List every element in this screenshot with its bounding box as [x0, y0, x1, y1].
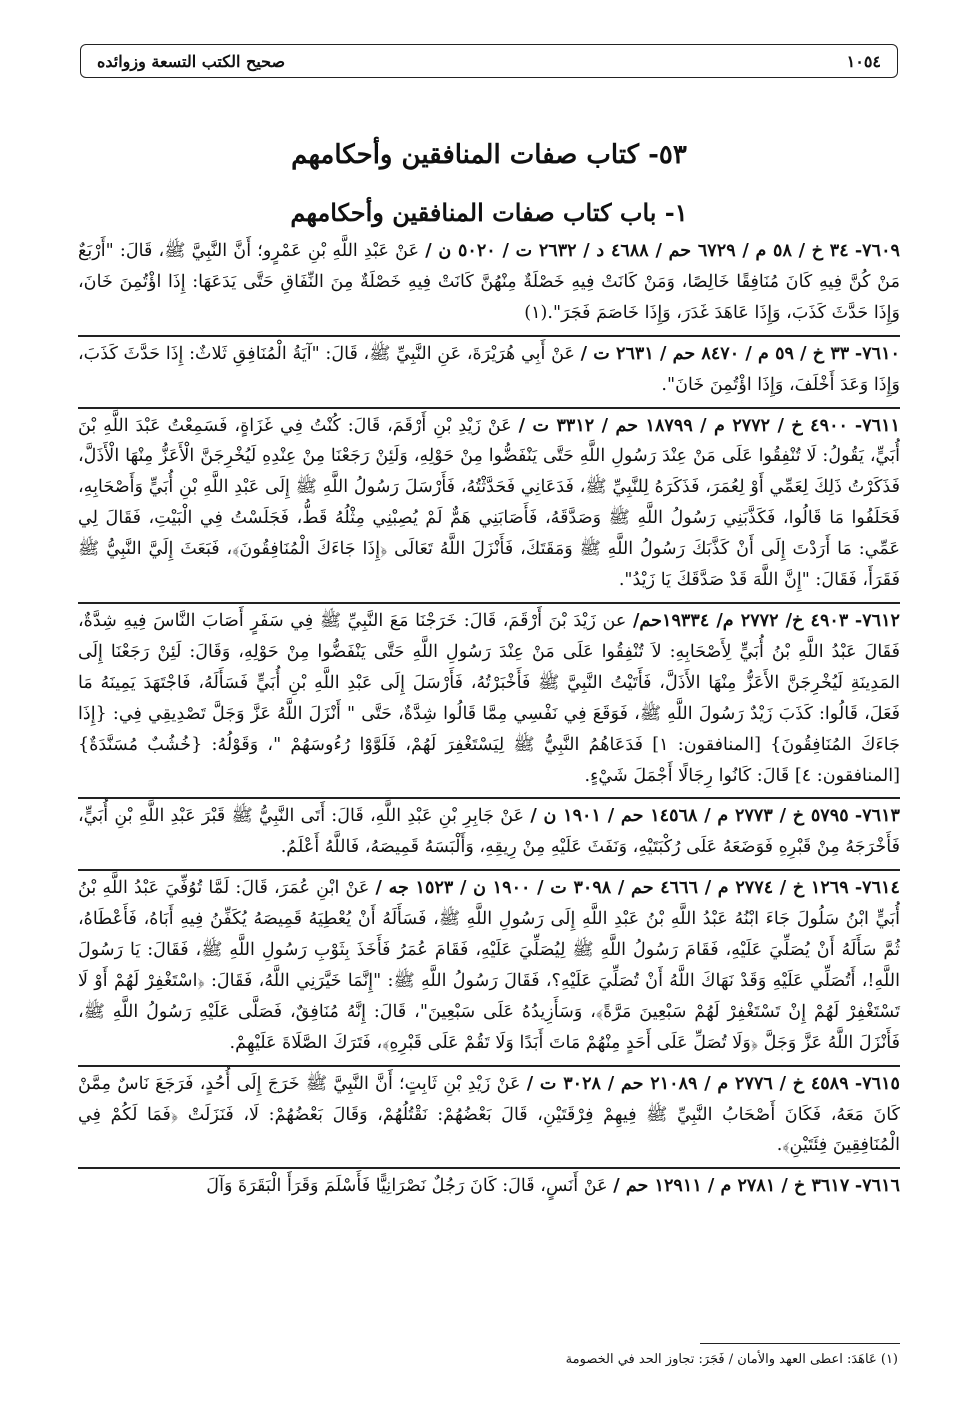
hadith-number: ٧٦١٤- [854, 877, 900, 899]
hadith-sources: ١٢٦٩ خ / ٢٧٧٤ م / ٤٦٦٦ حم / ٣٠٩٨ ت / ١٩٠٠ ن / ١٥٢٣ جه / [375, 877, 849, 899]
hadith-entry [78, 407, 900, 602]
hadith-number: ٧٦٠٩- [854, 240, 900, 261]
hadith-sources: ٤٥٨٩ خ / ٢٧٧٦ م / ٢١٠٨٩ حم / ٣٠٢٨ ت / [526, 1072, 849, 1094]
footnote-divider [700, 1343, 900, 1344]
hadith-list [78, 236, 900, 1208]
footnote: (١) عَاهَدَ: اعطى العهد والأمان / فَجَرَ: تجاوز الحد في الخصومة [565, 1352, 898, 1367]
book-name: صحيح الكتب التسعة وزوائده [97, 51, 286, 71]
hadith-entry [78, 602, 900, 797]
hadith-text: عَنْ جَابِرِ بْنِ عَبْدِ اللَّهِ، قَالَ: أَتَى النَّبِيُّ ﷺ قَبْرَ عَبْدِ اللَّهِ بْنِ أُبَيٍّ، فَأَخْرَجَهُ مِنْ قَبْرِهِ فَوَضَعَهُ عَلَى رُكْبَتَيْهِ، وَنَفَثَ عَلَيْهِ مِنْ رِيقِهِ، وَأَلْبَسَهُ قَمِيصَهُ، فَاللَّهُ أَعْلَمُ. [78, 806, 900, 858]
hadith-sources: ٤٩٠٣ خ/ ٢٧٧٢ م/ ١٩٣٣٤حم/ [633, 609, 849, 631]
hadith-sources: ٥٧٩٥ خ / ٢٧٧٣ م / ١٤٥٦٨ حم / ١٩٠١ ن / [530, 805, 849, 827]
hadith-sources: ٣٤ خ / ٥٨ م / ٦٧٢٩ حم / ٤٦٨٨ د / ٢٦٣٢ ت / ٥٠٢٠ ن / [425, 240, 849, 261]
hadith-text: عَنْ أَبِي هُرَيْرَةَ، عَنِ النَّبِيِّ ﷺ، قَالَ: "آيَةُ الْمُنَافِقِ ثَلاثٌ: إِذَا حَدَّثَ كَذَبَ، وَإِذَا وَعَدَ أَخْلَفَ، وَإِذَا اؤْتُمِنَ خَانَ". [78, 343, 900, 395]
hadith-sources: ٤٩٠٠ خ / ٢٧٧٢ م / ١٨٧٩٩ حم / ٣٣١٢ ت / [518, 414, 848, 436]
hadith-number: ٧٦١٥- [854, 1072, 901, 1094]
hadith-text: عن زَيْدَ بْنَ أَرْقَمَ، قَالَ: خَرَجْنَا مَعَ النَّبِيِّ ﷺ فِي سَفَرٍ أَصَابَ النَّاسَ فِيهِ شِدَّةٌ، فَقَالَ عَبْدُ اللَّهِ بْنُ أُبَيٍّ لِأَصْحَابِهِ: لاَ تُنْفِقُوا عَلَى مَنْ عِنْدَ رَسُولِ اللَّهِ حَتَّى يَنْفَضُّوا مِنْ حَوْلِهِ، وَقَالَ: لَئِنْ رَجَعْنَا إِلَى المَدِينَةِ لَيُخْرِجَنَّ الأَعَزُّ مِنْهَا الأَذَلَّ، فَأَتَيْتُ النَّبِيَّ ﷺ فَأَخْبَرْتُهُ، فَأَرْسَلَ إِلَى عَبْدِ اللَّهِ بْنِ أُبَيٍّ فَسَأَلَهُ، فَاجْتَهَدَ يَمِينَهُ مَا فَعَلَ، قَالُوا: كَذَبَ زَيْدٌ رَسُولَ اللَّهِ ﷺ، فَوَقَعَ فِي نَفْسِي مِمَّا قَالُوا شِدَّةٌ، حَتَّى " أَنْزَلَ اللَّهُ عَزَّ وَجَلَّ تَصْدِيقِي فِي: {إِذَا جَاءَكَ المُنَافِقُونَ} [المنافقون: ١] فَدَعَاهُمُ النَّبِيُّ ﷺ لِيَسْتَغْفِرَ لَهُمْ، فَلَوَّوْا رُءُوسَهُمْ "، وَقَوْلُهُ: {خُشُبٌ مُسَنَّدَةٌ} [المنافقون: ٤] قَالَ: كَانُوا رِجَالًا أَجْمَلَ شَيْءٍ. [78, 610, 900, 786]
hadith-text: عَنْ ابْنِ عُمَرَ، قَالَ: لَمَّا تُوُفِّيَ عَبْدُ اللَّهِ بْنُ أُبَيٍّ ابْنُ سَلُولَ جَاءَ ابْنُهُ عَبْدُ اللَّهِ بْنُ عَبْدِ اللَّهِ إِلَى رَسُولِ اللَّهِ ﷺ، فَسَأَلَهُ أَنْ يُعْطِيَهُ قَمِيصَهُ يُكَفِّنُ فِيهِ أَبَاهُ، فَأَعْطَاهُ، ثُمَّ سَأَلَهُ أَنْ يُصَلِّيَ عَلَيْهِ، فَقَامَ رَسُولُ اللَّهِ ﷺ لِيُصَلِّيَ عَلَيْهِ، فَقَامَ عُمَرُ فَأَخَذَ بِثَوْبِ رَسُولِ اللَّهِ ﷺ، فَقَالَ: يَا رَسُولَ اللَّهِ!، أَتُصَلِّي عَلَيْهِ وَقَدْ نَهَاكَ اللَّهُ أَنْ تُصَلِّيَ عَلَيْهِ؟، فَقَالَ رَسُولُ اللَّهِ ﷺ: "إِنَّمَا خَيَّرَنِي اللَّهُ، فَقَالَ: ﴿اسْتَغْفِرْ لَهُمْ أَوْ لَا تَسْتَغْفِرْ لَهُمْ إِنْ تَسْتَغْفِرْ لَهُمْ سَبْعِينَ مَرَّةً﴾، وَسَأَزِيدُهُ عَلَى سَبْعِينَ"، قَالَ: إِنَّهُ مُنَافِقٌ، فَصَلَّى عَلَيْهِ رَسُولُ اللَّهِ ﷺ، فَأَنْزَلَ اللَّهُ عَزَّ وَجَلَّ ﴿وَلَا تُصَلِّ عَلَى أَحَدٍ مِنْهُمْ مَاتَ أَبَدًا وَلَا تَقُمْ عَلَى قَبْرِهِ﴾، فَتَرَكَ الصَّلَاةَ عَلَيْهِمْ. [78, 878, 900, 1053]
hadith-text: عَنْ عَبْدِ اللَّهِ بْنِ عَمْرٍو؛ أَنَّ النَّبِيَّ ﷺ، قَالَ: "أَرْبَعٌ مَنْ كُنَّ فِيهِ كَانَ مُنَافِقًا خَالِصًا، وَمَنْ كَانَتْ فِيهِ خَصْلَةٌ مِنْهُنَّ كَانَتْ فِيهِ خَصْلَةٌ مِنَ النِّفَاقِ حَتَّى يَدَعَهَا: إِذَا اؤْتُمِنَ خَانَ، وَإِذَا حَدَّثَ كَذَبَ، وَإِذَا عَاهَدَ غَدَرَ، وَإِذَا خَاصَمَ فَجَرَ".(١) [78, 241, 900, 323]
hadith-entry [78, 869, 900, 1064]
hadith-sources: ٣٦١٧ خ / ٢٧٨١ م / ١٢٩١١ حم / [613, 1175, 850, 1197]
hadith-number: ٧٦١٢- [854, 609, 901, 631]
hadith-text: عَنْ أَنَسٍ، قَالَ: كَانَ رَجُلٌ نَصْرَانِيًّا فَأَسْلَمَ وَقَرَأَ الْبَقَرَةَ وَآلَ [206, 1176, 608, 1197]
hadith-number: ٧٦١٣- [854, 805, 901, 827]
hadith-number: ٧٦١٦- [854, 1175, 900, 1197]
hadith-entry [78, 335, 900, 407]
page-number: ١٠٥٤ [846, 51, 881, 71]
hadith-number: ٧٦١٠- [854, 342, 900, 364]
book-title: ٥٣- كتاب صفات المنافقين وأحكامهم [291, 140, 687, 170]
hadith-entry [78, 1065, 900, 1168]
hadith-text: عَنْ زَيْدِ بْنِ أَرْقَمَ، قَالَ: كُنْتُ فِي غَزَاةٍ، فَسَمِعْتُ عَبْدَ اللَّهِ بْنَ أُبَيٍّ، يَقُولُ: لَا تُنْفِقُوا عَلَى مَنْ عِنْدَ رَسُولِ اللَّهِ حَتَّى يَنْفَضُّوا مِنْ حَوْلِهِ، وَلَئِنْ رَجَعْنَا مِنْ عِنْدِهِ لَيُخْرِجَنَّ الْأَعَزُّ مِنْهَا الْأَذَلَّ، فَذَكَرْتُ ذَلِكَ لِعَمِّي أَوْ لِعُمَرَ، فَذَكَرَهُ لِلنَّبِيِّ ﷺ، فَدَعَانِي فَحَدَّثْتُهُ، فَأَرْسَلَ رَسُولُ اللَّهِ ﷺ إِلَى عَبْدِ اللَّهِ بْنِ أُبَيٍّ وَأَصْحَابِهِ، فَحَلَفُوا مَا قَالُوا، فَكَذَّبَنِي رَسُولُ اللَّهِ ﷺ وَصَدَّقَهُ، فَأَصَابَنِي هَمٌّ لَمْ يُصِبْنِي مِثْلُهُ قَطُّ، فَجَلَسْتُ فِي الْبَيْتِ، فَقَالَ لِي عَمِّي: مَا أَرَدْتَ إِلَى أَنْ كَذَّبَكَ رَسُولُ اللَّهِ ﷺ وَمَقَتَكَ، فَأَنْزَلَ اللَّهُ تَعَالَى ﴿إِذَا جَاءَكَ الْمُنَافِقُونَ﴾، فَبَعَثَ إِلَيَّ النَّبِيُّ ﷺ فَقَرَأَ، فَقَالَ: "إِنَّ اللَّهَ قَدْ صَدَّقَكَ يَا زَيْدُ". [78, 415, 900, 591]
hadith-text: عَنْ زَيْدِ بْنِ ثَابِتٍ؛ أَنَّ النَّبِيَّ ﷺ خَرَجَ إِلَى أُحُدٍ، فَرَجَعَ نَاسٌ مِمَّنْ كَانَ مَعَهُ، فَكَانَ أَصْحَابُ النَّبِيِّ ﷺ فِيهِمْ فِرْقَتَيْنِ، قَالَ بَعْضُهُمْ: نَقْتُلُهُمْ، وَقَالَ بَعْضُهُمْ: لَا، فَنَزَلَتْ ﴿فَمَا لَكُمْ فِي الْمُنَافِقِينَ فِئَتَيْنِ﴾. [78, 1073, 900, 1156]
hadith-number: ٧٦١١- [854, 414, 900, 436]
hadith-entry [78, 797, 900, 869]
hadith-entry [78, 1167, 900, 1208]
hadith-entry [78, 236, 900, 335]
running-header [80, 44, 898, 78]
chapter-title: ١- باب كتاب صفات المنافقين وأحكامهم [290, 198, 688, 227]
hadith-sources: ٣٣ خ / ٥٩ م / ٨٤٧٠ حم / ٢٦٣١ ت / [580, 342, 850, 364]
